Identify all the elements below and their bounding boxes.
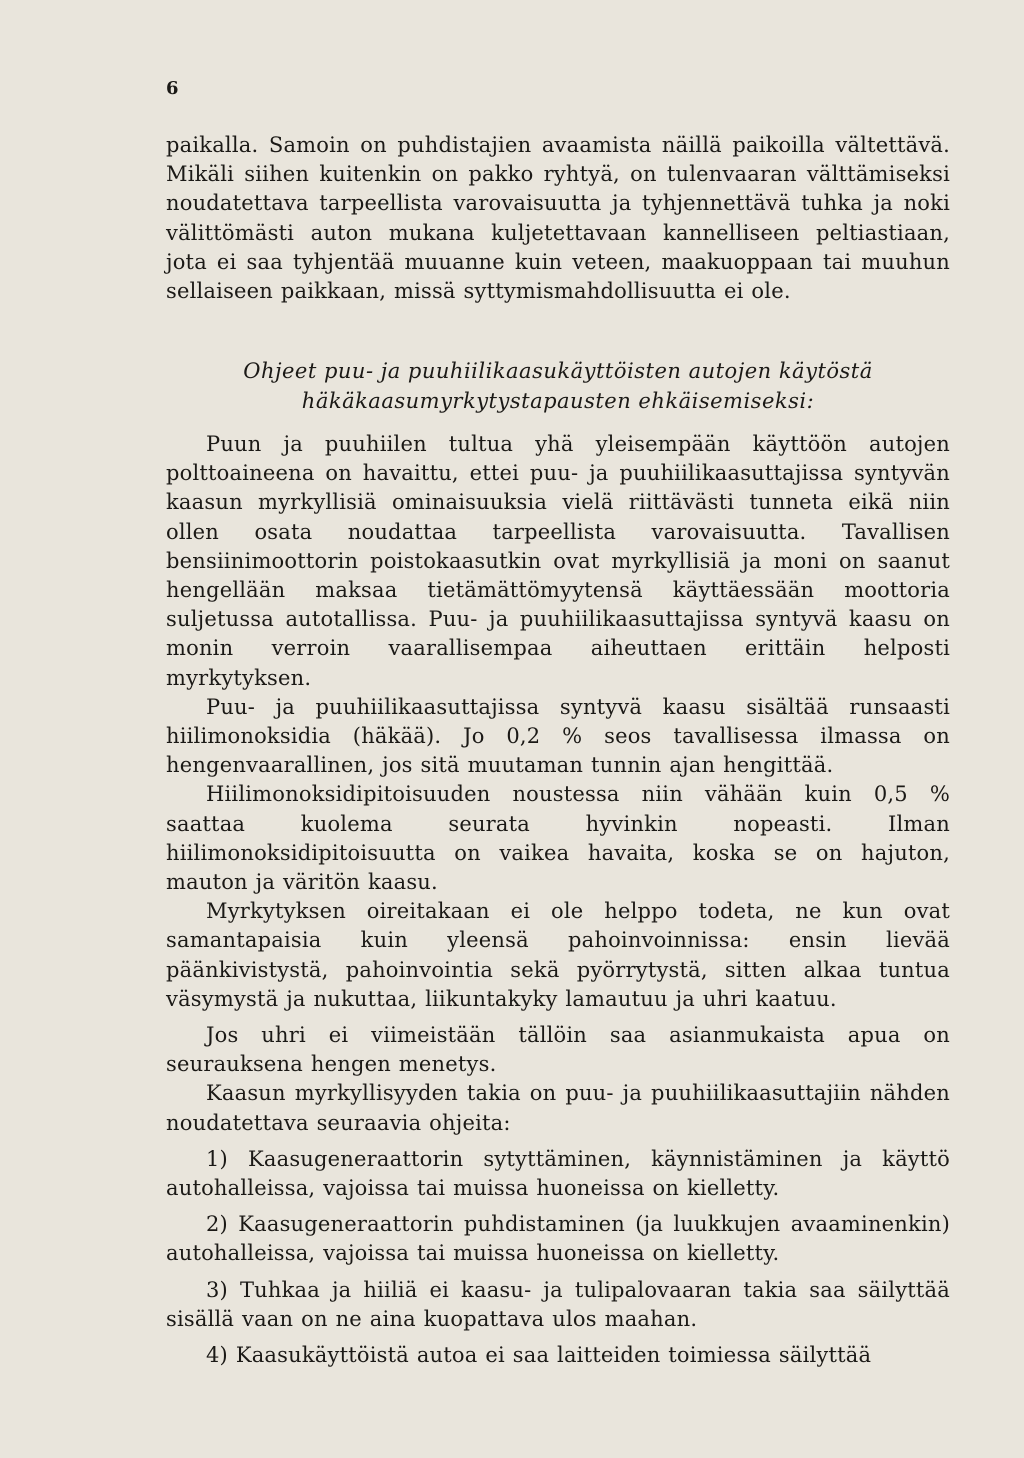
paragraph: Myrkytyksen oireitakaan ei ole helppo todeta, ne kun ovat samantapaisia kuin yleensä pahoinvoinnissa: ensin lievää päänkivistystä, pahoinvointia sekä pyörrytystä, sitten alkaa tuntua väsymystä ja nukuttaa, liikuntakyky lamautuu ja uhri kaatuu. <box>166 899 950 1011</box>
rule-item-4: 4) Kaasukäyttöistä autoa ei saa laitteiden toimiessa säilyttää <box>206 1343 872 1368</box>
rule-item-1: 1) Kaasugeneraattorin sytyttäminen, käynnistäminen ja käyttö autohalleissa, vajoissa tai muissa huoneissa on kielletty. <box>166 1146 950 1201</box>
paragraph: Puun ja puuhiilen tultua yhä yleisempään käyttöön autojen polttoaineena on havaittu, ettei puu- ja puuhiilikaasuttajissa syntyvän kaasun myrkyllisiä ominaisuuksia vielä riittävästi tunneta eikä niin ollen osata noudattaa tarpeellista varovaisuutta. Tavallisen bensiinimoottorin poistokaasutkin ovat myrkyllisiä ja moni on saanut hengellään maksaa tietämättömyytensä käyttäessään moottoria suljetussa autotallissa. Puu- ja puuhiilikaasuttajissa syntyvä kaasu on monin verroin vaarallisempaa aiheuttaen erittäin helposti myrkytyksen. <box>166 432 950 690</box>
paragraph: Puu- ja puuhiilikaasuttajissa syntyvä kaasu sisältää runsaasti hiilimonoksidia (häkää). Jo 0,2 % seos tavallisessa ilmassa on hengenvaarallinen, jos sitä muutaman tunnin ajan hengittää. <box>166 694 950 778</box>
page-number: 6 <box>166 78 179 99</box>
paragraph: Kaasun myrkyllisyyden takia on puu- ja puuhiilikaasuttajiin nähden noudatettava seuraavia ohjeita: <box>166 1081 950 1135</box>
body-text <box>166 430 950 1370</box>
paragraph: Hiilimonoksidipitoisuuden noustessa niin vähään kuin 0,5 % saattaa kuolema seurata hyvinkin nopeasti. Ilman hiilimonoksidipitoisuutta on vaikea havaita, koska se on hajuton, mauton ja väritön kaasu. <box>166 782 950 895</box>
paragraph: Jos uhri ei viimeistään tällöin saa asianmukaista apua on seurauksena hengen menetys. <box>166 1023 950 1077</box>
section-heading <box>166 356 950 416</box>
rule-item-2: 2) Kaasugeneraattorin puhdistaminen (ja luukkujen avaaminenkin) autohalleissa, vajoissa tai muissa huoneissa on kielletty. <box>166 1212 950 1266</box>
intro-paragraph-block <box>166 131 950 306</box>
rule-item-3: 3) Tuhkaa ja hiiliä ei kaasu- ja tulipalovaaran takia saa säilyttää sisällä vaan on ne aina kuopattava ulos maahan. <box>166 1277 950 1331</box>
section-heading-line-2: häkäkaasumyrkytystapausten ehkäisemiseksi: <box>301 389 815 413</box>
section-heading-line-1: Ohjeet puu- ja puuhiilikaasukäyttöisten autojen käytöstä <box>243 359 873 383</box>
intro-paragraph: paikalla. Samoin on puhdistajien avaamista näillä paikoilla vältettävä. Mikäli siihen kuitenkin on pakko ryhtyä, on tulenvaaran välttämiseksi noudatettava tarpeellista varovaisuutta ja tyhjennettävä tuhka ja noki välittömästi auton mukana kuljetettavaan kannelliseen peltiastiaan, jota ei saa tyhjentää muuanne kuin veteen, maakuoppaan tai muuhun sellaiseen paikkaan, missä syttymismahdollisuutta ei ole. <box>166 133 950 304</box>
